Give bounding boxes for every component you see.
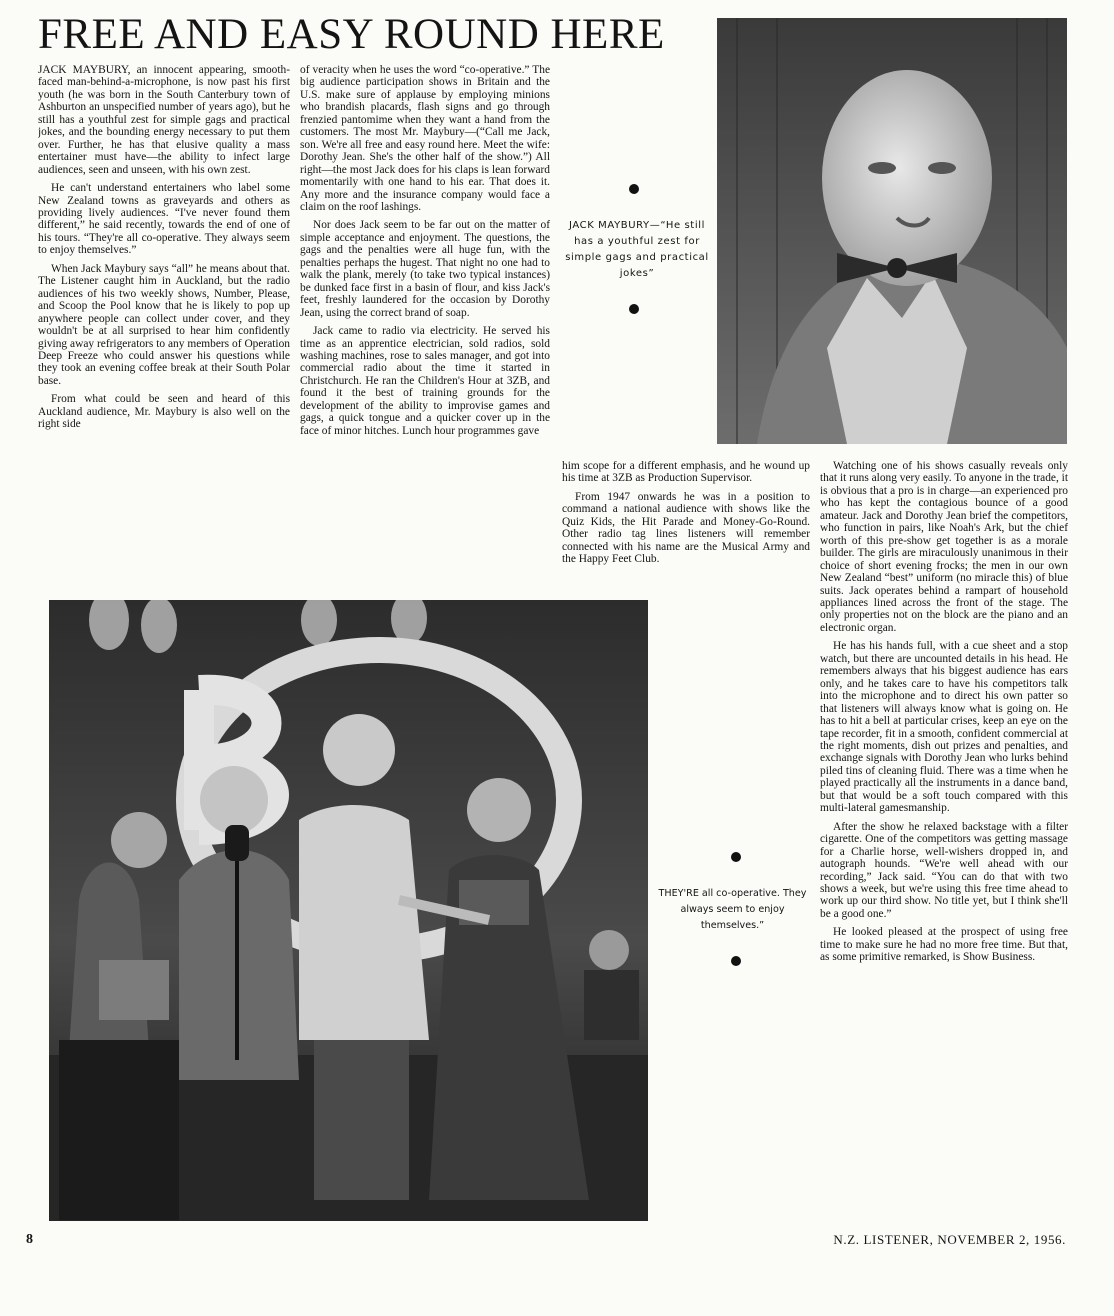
paragraph: He can't understand entertainers who label some New Zealand towns as graveyards and others as providing lively audiences. “I've never found them different,” he said recently, towards the end of one of his tours. “They're all co-operative. They always seem to enjoy themselves.”: [38, 182, 290, 257]
paragraph: After the show he relaxed backstage with a filter cigarette. One of the competitors was getting massage for a Charlie horse, well-wishers dropped in, and autograph hounds. “We're well ahead with our recording,” Jack said. “You can do that with two shows a week, but we're using this free time ahead to work up our third show. No title yet, but I think she'll be a good one.”: [820, 820, 1068, 920]
article-column-3: [562, 460, 810, 596]
bullet-dot: [731, 956, 741, 966]
paragraph: From what could be seen and heard of this Auckland audience, Mr. Maybury is also well on the right side: [38, 393, 290, 431]
article-column-2: [300, 64, 550, 594]
bullet-dot: [731, 852, 741, 862]
paragraph: Nor does Jack seem to be far out on the matter of simple acceptance and enjoyment. The questions, the gags and the penalties were all huge fun, with the penalties perhaps the hugest. That night no one had to walk the plank, merely (to take two typical instances) be dunked face first in a basin of flour, and kiss Jack's feet, freshly laundered for the occasion by Dorothy Jean, using the correct brand of soap.: [300, 219, 550, 319]
stage-illustration: [49, 600, 648, 1221]
paragraph: He has his hands full, with a cue sheet and a stop watch, but there are uncounted details in his head. He remembers always that his biggest audience has ears only, and he takes care to have his competitors talk into the microphone and to direct his own patter so that listeners will always know what is going on. He has to hit a bell at particular crises, keep an eye on the tape recorder, fit in a smooth, confident commercial at the right moments, dish out prizes and penalties, and exchange signals with Dorothy Jean who lurks behind piled tins of cleaning fluid. There was a time when he played practically all the instruments in a dance band, but that would be a soft touch compared with this multi-lateral gamesmanship.: [820, 640, 1068, 815]
stage-photo: [49, 600, 648, 1221]
portrait-caption: JACK MAYBURY—“He still has a youthful zest for simple gags and practical jokes”: [565, 220, 709, 279]
headline: FREE AND EASY ROUND HERE: [38, 11, 665, 58]
bullet-dot: [629, 304, 639, 314]
paragraph: When Jack Maybury says “all” he means about that. The Listener caught him in Auckland, but the radio audiences of his two weekly shows, Number, Please, and Scoop the Pool know that he is likely to pop up anywhere people can collect under cover, and they wouldn't be at all surprised to hear him confidently giving away refrigerators to any members of Operation Deep Freeze who could answer his questions while they took an evening coffee break at their South Polar base.: [38, 262, 290, 387]
paragraph: of veracity when he uses the word “co-operative.” The big audience participation shows in Britain and the U.S. make sure of applause by employing minions who brandish placards, flash signs and go through frenzied pantomime when they want a hand from the customers. The most Mr. Maybury—(“Call me Jack, son. We're all free and easy round here. Meet the wife: Dorothy Jean. She's the other half of the show.”) All right—the most Jack does for his claps is lean forward momentarily with one hand to his ear. That does it. Any more and the insurance company would face a claim on the roof lashings.: [300, 64, 550, 213]
paragraph: Jack came to radio via electricity. He served his time as an apprentice electrician, sold radios, sold washing machines, rose to sales manager, and got into commercial radio about the time it started in Christchurch. He ran the Children's Hour at 3ZB, and found it the best of training grounds for the development of the ability to improvise games and gags, a quick tongue and a quicker cover up in the face of minor hitches. Lunch hour programmes gave: [300, 325, 550, 437]
page-number: 8: [26, 1232, 33, 1247]
paragraph: From 1947 onwards he was in a position to command a national audience with shows like the Quiz Kids, the Hit Parade and Money-Go-Round. Other radio tag lines listeners will remember connected with his name are the Musical Army and the Happy Feet Club.: [562, 490, 810, 566]
paragraph: JACK MAYBURY, an innocent appearing, smooth-faced man-behind-a-microphone, is now past his first youth (he was born in the South Canterbury town of Ashburton an unspecified number of years ago), but he still has a youthful zest for simple gags and practical jokes, and the bounding energy necessary to put them over. Further, he has that elusive quality a mass entertainer must have—the ability to infect large audiences, seen and unseen, with his own zest.: [38, 64, 290, 176]
article-column-4: [820, 460, 1068, 1226]
stage-caption: THEY'RE all co-operative. They always seem to enjoy themselves.”: [658, 888, 807, 931]
bullet-dot: [629, 184, 639, 194]
paragraph: Watching one of his shows casually reveals only that it runs along very easily. To anyone in the trade, it is obvious that a pro is in charge—an experienced pro who has kept the contagious bounce of a good amateur. Jack and Dorothy Jean brief the competitors, who function in pairs, like Noah's Ark, but the chief worth of this pre-show get together is as a morale builder. The girls are miraculously unanimous in their choice of short evening frocks; the men in our own New Zealand “best” uniform (no miracle this) of blue suits. Jack operates behind a rampart of household appliances lined across the front of the stage. The only properties not on the block are the piano and an electronic organ.: [820, 460, 1068, 634]
paragraph: He looked pleased at the prospect of using free time to make sure he had no more free time. But that, as some primitive remarked, is Show Business.: [820, 926, 1068, 964]
article-column-1: [38, 64, 290, 594]
portrait-illustration: [717, 18, 1067, 444]
paragraph: him scope for a different emphasis, and he wound up his time at 3ZB as Production Supervisor.: [562, 460, 810, 485]
publication-footer: N.Z. LISTENER, NOVEMBER 2, 1956.: [833, 1232, 1066, 1247]
portrait-photo: [717, 18, 1067, 444]
